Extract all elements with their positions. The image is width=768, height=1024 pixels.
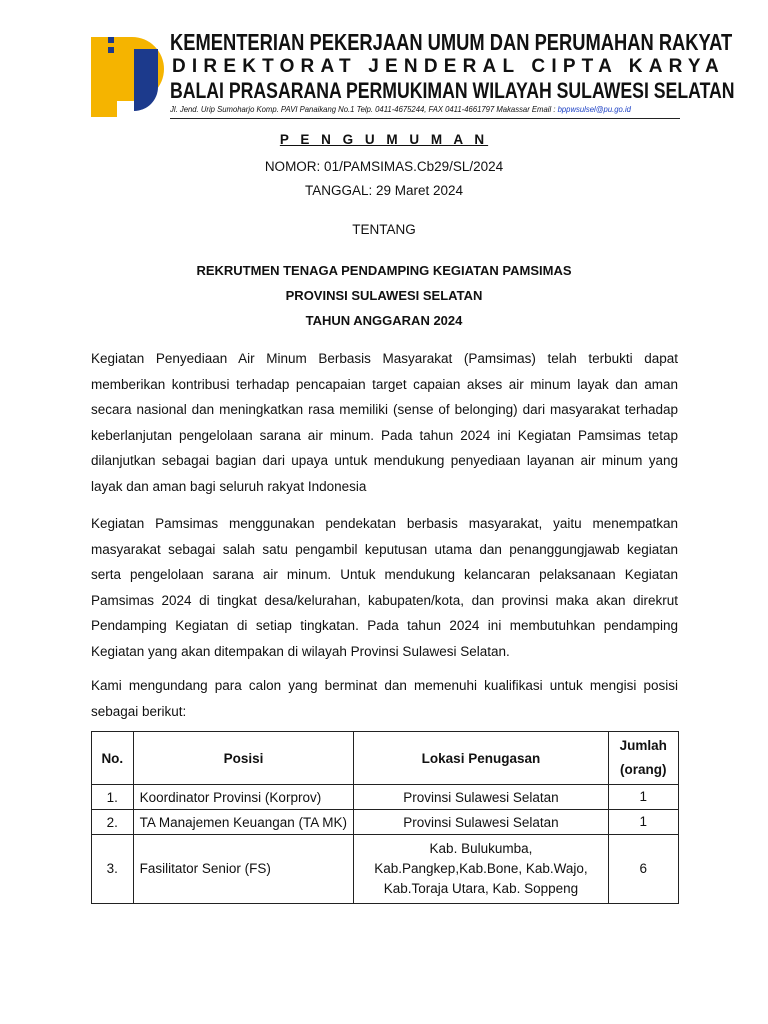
row-lokasi-line1: Kab. Bulukumba, <box>429 841 533 856</box>
header-no: No. <box>92 732 134 785</box>
table-row <box>92 810 679 835</box>
intro-paragraph: Kegiatan Penyediaan Air Minum Berbasis Masyarakat (Pamsimas) telah terbukti dapat memberikan kontribusi terhadap pencapaian target capaian akses air minum layak dan aman secara nasional dan meningkatkan rasa memiliki (sense of belonging) dari masyarakat terhadap keberlanjutan pengelolaan sarana air minum. Pada tahun 2024 ini Kegiatan Pamsimas tetap dilanjutkan sebagai bagian dari upaya untuk mendukung penyediaan layanan air minum yang layak dan aman bagi seluruh rakyat Indonesia <box>91 351 678 494</box>
email-link[interactable]: bppwsulsel@pu.go.id <box>557 104 631 114</box>
row-jumlah: 1 <box>608 785 679 810</box>
row-lokasi: Provinsi Sulawesi Selatan <box>354 810 608 835</box>
title-line-3: TAHUN ANGGARAN 2024 <box>305 313 463 328</box>
row-jumlah: 1 <box>608 810 679 835</box>
document-number: NOMOR: 01/PAMSIMAS.Cb29/SL/2024 <box>264 159 504 174</box>
document-date: TANGGAL: 29 Maret 2024 <box>304 183 464 198</box>
header-jumlah-line2: (orang) <box>620 762 667 777</box>
letterhead-office: BALAI PRASARANA PERMUKIMAN WILAYAH SULAWESI SELATAN <box>170 78 735 103</box>
address-text: Jl. Jend. Urip Sumoharjo Komp. PAVI Panaikang No.1 Telp. 0411-4675244, FAX 0411-4661797 Makassar Email : <box>170 104 558 114</box>
table-row <box>92 835 679 904</box>
header-jumlah <box>608 732 679 785</box>
row-posisi: TA Manajemen Keuangan (TA MK) <box>133 810 354 835</box>
table-row <box>92 785 679 810</box>
row-jumlah: 6 <box>608 835 679 904</box>
letterhead-ministry: KEMENTERIAN PEKERJAAN UMUM DAN PERUMAHAN RAKYAT <box>170 29 733 55</box>
row-lokasi: Provinsi Sulawesi Selatan <box>354 785 608 810</box>
row-no: 2. <box>92 810 134 835</box>
letterhead-address <box>170 104 631 114</box>
header-jumlah-line1: Jumlah <box>619 738 667 753</box>
row-lokasi-line2: Kab.Pangkep,Kab.Bone, Kab.Wajo, <box>374 861 588 876</box>
title-line-1: REKRUTMEN TENAGA PENDAMPING KEGIATAN PAMSIMAS <box>196 263 572 278</box>
letterhead-divider <box>170 118 680 119</box>
row-no: 3. <box>92 835 134 904</box>
invitation-paragraph: Kami mengundang para calon yang berminat dan memenuhi kualifikasi untuk mengisi posisi sebagai berikut: <box>91 678 678 719</box>
header-posisi: Posisi <box>133 732 354 785</box>
table-header-row <box>92 732 679 785</box>
positions-table <box>91 731 679 904</box>
approach-paragraph: Kegiatan Pamsimas menggunakan pendekatan berbasis masyarakat, yaitu menempatkan masyarakat sebagai salah satu pengambil keputusan utama dan penanggungjawab kegiatan serta pengelolaan sarana air minum. Untuk mendukung kelancaran pelaksanaan Kegiatan Pamsimas 2024 di tingkat desa/kelurahan, kabupaten/kota, dan provinsi maka akan direkrut Pendamping Kegiatan di setiap tingkatan. Pada tahun 2024 ini membutuhkan pendamping Kegiatan yang akan ditempakan di wilayah Provinsi Sulawesi Selatan. <box>91 516 678 659</box>
subject-label: TENTANG <box>352 222 416 237</box>
title-line-2: PROVINSI SULAWESI SELATAN <box>285 288 483 303</box>
row-lokasi-line3: Kab.Toraja Utara, Kab. Soppeng <box>383 881 579 896</box>
letterhead-directorate: DIREKTORAT JENDERAL CIPTA KARYA <box>172 56 725 77</box>
header-lokasi: Lokasi Penugasan <box>354 732 608 785</box>
ministry-logo <box>88 35 164 119</box>
row-posisi: Koordinator Provinsi (Korprov) <box>133 785 354 810</box>
announcement-heading: P E N G U M U M A N <box>279 132 489 147</box>
row-posisi: Fasilitator Senior (FS) <box>133 835 354 904</box>
row-no: 1. <box>92 785 134 810</box>
row-lokasi <box>354 835 608 904</box>
